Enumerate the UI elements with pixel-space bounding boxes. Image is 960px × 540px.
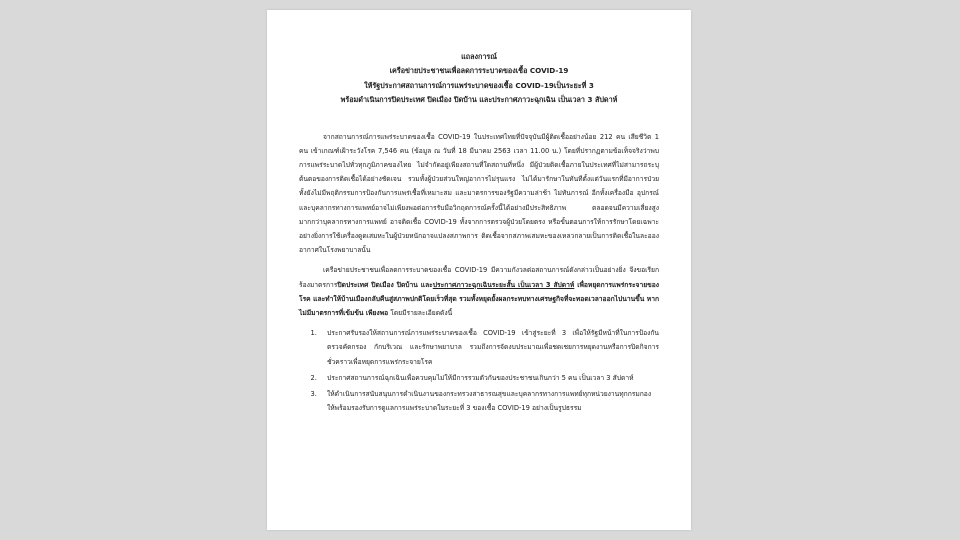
demands-tail: โดยมีรายละเอียดดังนี้ [388,309,453,318]
demands-list [299,326,659,415]
paragraph-situation: จากสถานการณ์การแพร่ระบาดของเชื้อ COVID-19 ในประเทศไทยที่ปัจจุบันมีผู้ติดเชื้ออย่างน้อย 212 คน เสียชีวิต 1 คน เข้าเกณฑ์เฝ้าระวังโรค 7,546 คน (ข้อมูล ณ วันที่ 18 มีนาคม 2563 เวลา 11.00 น.) โดยที่ปรากฏตามข้อเท็จจริงว่าพบการแพร่ระบาดไปทั่วทุกภูมิภาคของไทย ไม่จำกัดอยู่เพียงสถานที่ใดสถานที่หนึ่ง มีผู้ป่วยติดเชื้อภายในประเทศที่ไม่สามารถระบุต้นตอของการติดเชื้อได้อย่างชัดเจน รวมทั้งผู้ป่วยส่วนใหญ่อาการไม่รุนแรง ไม่ได้มารักษาในทันทีตั้งแต่วันแรกที่มีอาการป่วย ทั้งยังไม่มีพฤติกรรมการป้องกันการแพร่เชื้อที่เหมาะสม และมาตรการของรัฐมีความล่าช้า ไม่ทันการณ์ อีกทั้งเครื่องมือ อุปกรณ์ และบุคลากรทางการแพทย์อาจไม่เพียงพอต่อการรับมือวิกฤตการณ์ครั้งนี้ได้อย่างมีประสิทธิภาพ ตลอดจนมีความเสี่ยงสูงมากกว่าบุคลากรทางการแพทย์ อาจติดเชื้อ COVID-19 ทั้งจากการตรวจผู้ป่วยโดยตรง หรือขั้นตอนการให้การรักษาโดยเฉพาะอย่างยิ่งการใช้เครื่องดูดเสมหะในผู้ป่วยหนักอาจแปลงสภาพการ ติดเชื้อจากสภาพเสมหะของเหลวกลายเป็นการติดเชื้อในละอองอากาศในโรงพยาบาลนั้น [299,132,659,255]
heading-title: แถลงการณ์ [461,52,497,61]
list-item: 1. ประกาศรับรองให้สถานการณ์การแพร่ระบาดของเชื้อ COVID-19 เข้าสู่ระยะที่ 3 เพื่อให้รัฐมีหน้าที่ในการป้องกัน ตรวจคัดกรอง กักบริเวณ และรักษาพยาบาล รวมถึงการจัดงบประมาณเพื่อชดเชยการหยุดงานหรือการปิดกิจการชั่วคราวเพื่อหยุดการแพร่กระจายโรค [319,326,659,369]
paragraph-demands [299,263,659,320]
demands-lockdown: ปิดประเทศ ปิดเมือง ปิดบ้าน [337,280,418,289]
heading-measures: พร้อมดำเนินการปิดประเทศ ปิดเมือง ปิดบ้าน และประกาศภาวะฉุกเฉิน เป็นเวลา 3 สัปดาห์ [340,95,618,105]
heading-demand: ให้รัฐประกาศสถานการณ์การแพร่ระบาดของเชื้อ COVID-19เป็นระยะที่ 3 [364,80,594,90]
document-page [267,10,691,530]
demands-intro: เครือข่ายประชาชนเพื่อลดการระบาดของเชื้อ COVID-19 มีความกังวลต่อสถานการณ์ดังกล่าวเป็นอย่างยิ่ง จึงขอเรียกร้องมาตรการ [299,266,659,289]
heading-network-name: เครือข่ายประชาชนเพื่อลดการระบาดของเชื้อ COVID-19 [389,66,569,76]
demands-and: และ [417,280,433,289]
demands-purpose: เพื่อหยุดการแพร่กระจายของโรค และทำให้บ้านเมืองกลับคืนสู่สภาพปกติโดยเร็วที่สุด รวมทั้งหยุดยั้งผลกระทบทางเศรษฐกิจที่จะทอดเวลาออกไปนานขึ้น หากไม่มีมาตรการที่เข้มข้น เพียงพอ [299,280,659,318]
list-item: 3. ให้ดำเนินการสนับสนุนการดำเนินงานของกระทรวงสาธารณสุขและบุคลากรทางการแพทย์ทุกหน่วยงานทุกกรมกอง ให้พร้อมรองรับการดูแลการแพร่ระบาดในระยะที่ 3 ของเชื้อ COVID-19 อย่างเป็นรูปธรรม [319,387,659,415]
document-heading [299,50,659,108]
list-item: 2. ประกาศสถานการณ์ฉุกเฉินเพื่อควบคุมไม่ให้มีการรวมตัวกันของประชาชนเกินกว่า 5 คน เป็นเวลา 3 สัปดาห์ [319,371,659,385]
demands-emergency: ประกาศภาวะฉุกเฉินระยะสั้น เป็นเวลา 3 สัปดาห์ [432,280,575,289]
